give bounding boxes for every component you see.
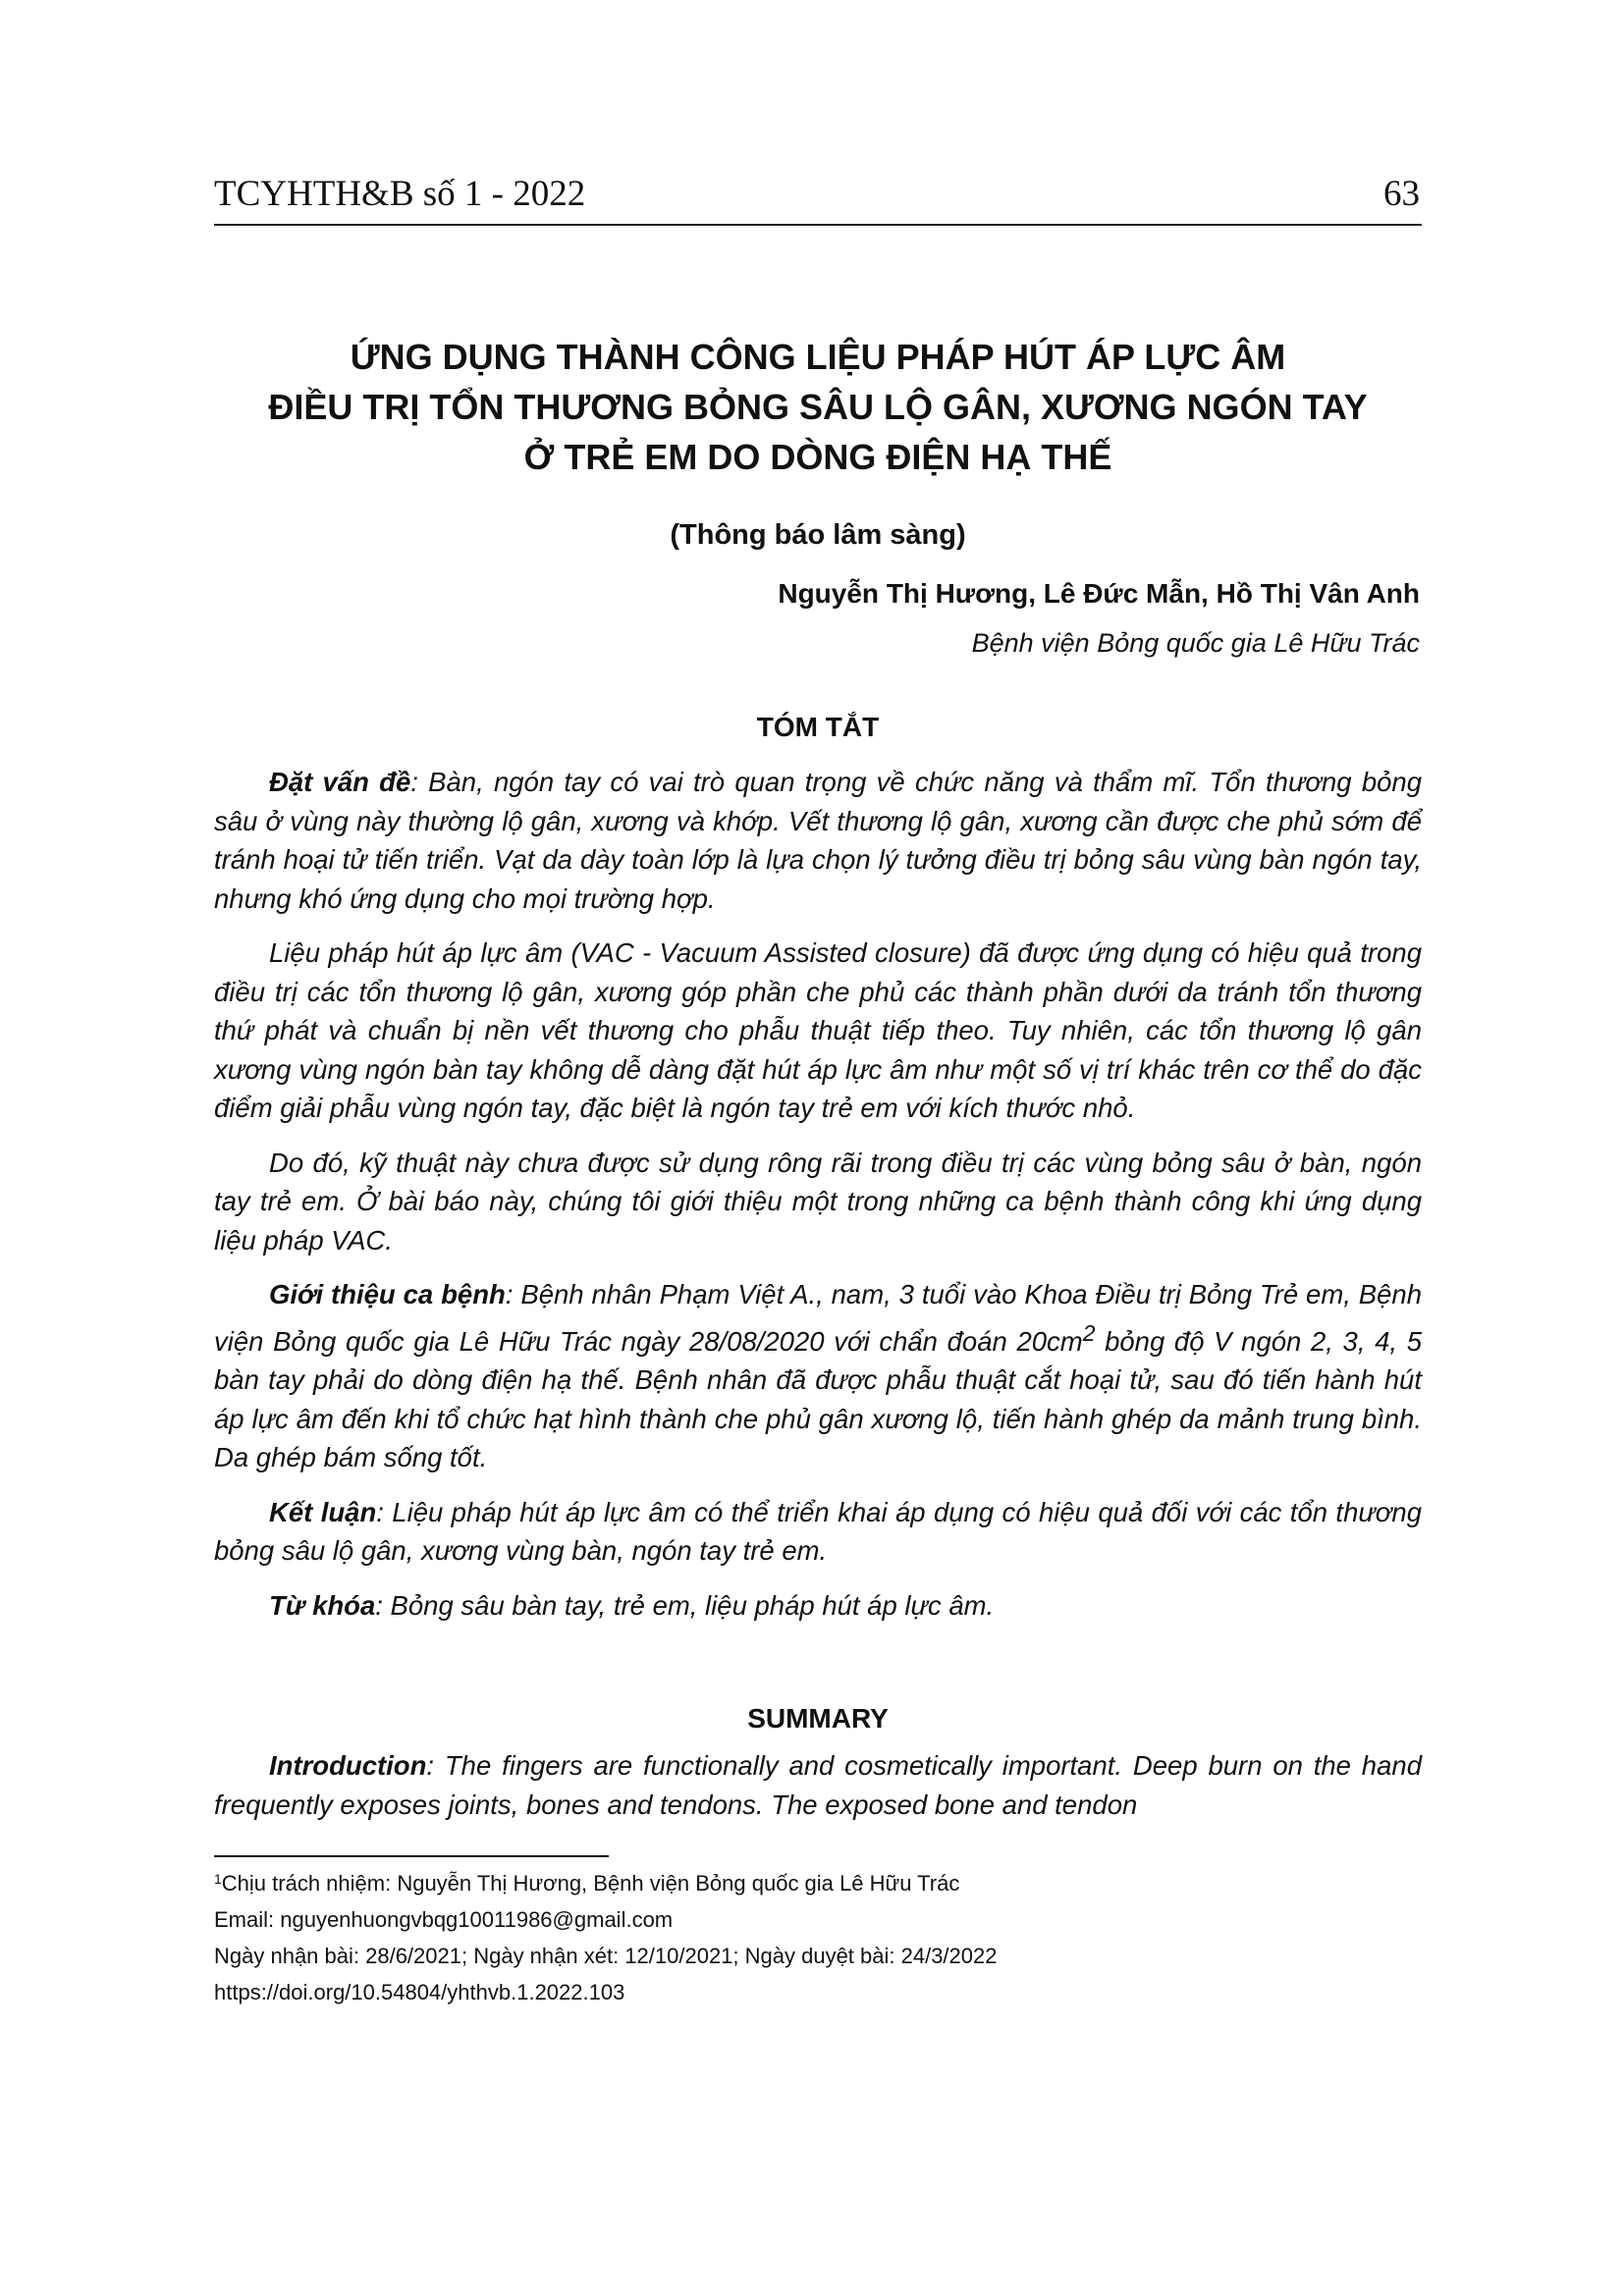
- paragraph-label: Introduction: [269, 1750, 427, 1781]
- superscript: 2: [1082, 1319, 1096, 1346]
- paragraph-text: : Bàn, ngón tay có vai trò quan trọng về chức năng và thẩm mĩ. Tổn thương bỏng sâu ở vùng này thường lộ gân, xương và khớp. Vết thương lộ gân, xương cần được che phủ sớm để tránh hoại tử tiến triển. Vạt da dày toàn lớp là lựa chọn lý tưởng điều trị bỏng sâu vùng bàn ngón tay, nhưng khó ứng dụng cho mọi trường hợp.: [214, 767, 1423, 914]
- paragraph-text: : Bệnh nhân Phạm Việt A., nam, 3 tuổi vào Khoa Điều trị Bỏng Trẻ em, Bệnh viện Bỏng quốc gia Lê Hữu Trác ngày 28/08/2020 với chẩn đoán 20cm: [214, 1279, 1422, 1357]
- footnote-rule: [214, 1855, 609, 1857]
- abstract-paragraph: [214, 934, 1422, 1128]
- paragraph-text: : Liệu pháp hút áp lực âm có thể triển khai áp dụng có hiệu quả đối với các tổn thương bỏng sâu lộ gân, xương vùng bàn, ngón tay trẻ em.: [214, 1496, 1423, 1567]
- paragraph-label: Giới thiệu ca bệnh: [269, 1279, 506, 1309]
- abstract-paragraph: [214, 1275, 1422, 1477]
- affiliation: Bệnh viện Bỏng quốc gia Lê Hữu Trác: [971, 628, 1420, 658]
- footnotes: [214, 1865, 1420, 2010]
- paragraph-text: : The fingers are functionally and cosmetically important. Deep burn on the hand frequently exposes joints, bones and tendons. The exposed bone and tendon: [214, 1750, 1422, 1820]
- header-rule: [214, 224, 1422, 226]
- paragraph-text: Do đó, kỹ thuật này chưa được sử dụng rông rãi trong điều trị các vùng bỏng sâu ở bàn, ngón tay trẻ em. Ở bài báo này, chúng tôi giới thiệu một trong những ca bệnh thành công khi ứng dụng liệu pháp VAC.: [214, 1147, 1422, 1255]
- footnote-dates: Ngày nhận bài: 28/6/2021; Ngày nhận xét: 12/10/2021; Ngày duyệt bài: 24/3/2022: [214, 1944, 998, 1968]
- title-line-3: Ở TRẺ EM DO DÒNG ĐIỆN HẠ THẾ: [523, 437, 1112, 477]
- page-number: 63: [1383, 174, 1420, 214]
- article-type: (Thông báo lâm sàng): [670, 519, 966, 551]
- running-header: [214, 169, 1420, 220]
- abstract-vi-body: [214, 763, 1422, 1640]
- article-title: [214, 332, 1422, 482]
- title-line-1: ỨNG DỤNG THÀNH CÔNG LIỆU PHÁP HÚT ÁP LỰC ÂM: [350, 337, 1286, 377]
- journal-name: TCYHTH&B số 1 - 2022: [214, 174, 586, 214]
- authors: Nguyễn Thị Hương, Lê Đức Mẫn, Hồ Thị Vân Anh: [778, 578, 1420, 609]
- abstract-heading-vi: TÓM TẮT: [756, 712, 880, 742]
- abstract-en-body: [214, 1746, 1422, 1840]
- abstract-paragraph: [214, 1746, 1422, 1824]
- footnote-responsible-text: Chịu trách nhiệm: Nguyễn Thị Hương, Bệnh viện Bỏng quốc gia Lê Hữu Trác: [221, 1871, 960, 1896]
- paragraph-text: bỏng độ V ngón 2, 3, 4, 5 bàn tay phải do dòng điện hạ thế. Bệnh nhân đã được phẫu thuật cắt hoại tử, sau đó tiến hành hút áp lực âm đến khi tổ chức hạt hình thành che phủ gân xương lộ, tiến hành ghép da mảnh trung bình. Da ghép bám sống tốt.: [214, 1325, 1423, 1473]
- title-line-2: ĐIỀU TRỊ TỔN THƯƠNG BỎNG SÂU LỘ GÂN, XƯƠNG NGÓN TAY: [268, 387, 1368, 427]
- abstract-paragraph: [214, 1493, 1422, 1571]
- abstract-heading-en: SUMMARY: [747, 1703, 889, 1734]
- paragraph-text: Liệu pháp hút áp lực âm (VAC - Vacuum Assisted closure) đã được ứng dụng có hiệu quả trong điều trị các tổn thương lộ gân, xương góp phần che phủ các thành phần dưới da tránh tổn thương thứ phát và chuẩn bị nền vết thương cho phẫu thuật tiếp theo. Tuy nhiên, các tổn thương lộ gân xương vùng ngón bàn tay không dễ dàng đặt hút áp lực âm như một số vị trí khác trên cơ thể do đặc điểm giải phẫu vùng ngón tay, đặc biệt là ngón tay trẻ em với kích thước nhỏ.: [214, 937, 1422, 1123]
- abstract-paragraph: [214, 1586, 1422, 1626]
- abstract-paragraph: [214, 763, 1422, 918]
- footnote-marker: 1: [214, 1871, 222, 1887]
- paragraph-label: Đặt vấn đề: [269, 767, 411, 797]
- paragraph-label: Từ khóa: [269, 1589, 376, 1621]
- footnote-responsible: [214, 1865, 1420, 1901]
- abstract-paragraph: [214, 1144, 1422, 1260]
- footnote-doi: https://doi.org/10.54804/yhthvb.1.2022.103: [214, 1980, 625, 2004]
- paragraph-text: : Bỏng sâu bàn tay, trẻ em, liệu pháp hút áp lực âm.: [375, 1589, 995, 1621]
- paragraph-label: Kết luận: [269, 1496, 377, 1527]
- footnote-email: Email: nguyenhuongvbqg10011986@gmail.com: [214, 1907, 674, 1932]
